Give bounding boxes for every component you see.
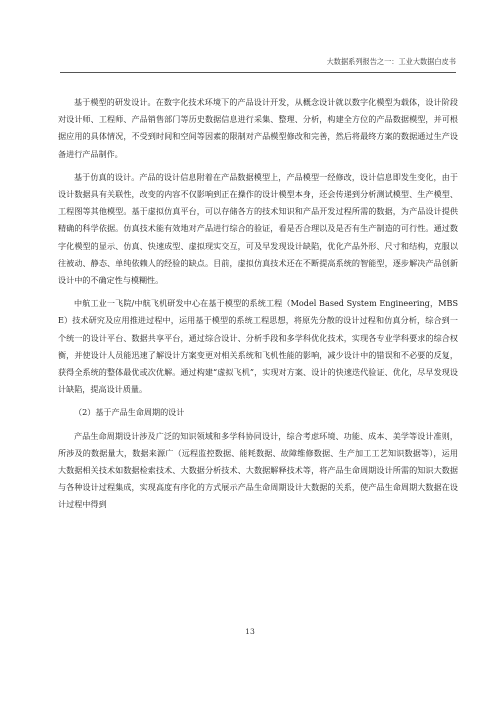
header-divider <box>60 72 456 73</box>
page-number: 13 <box>245 627 255 636</box>
paragraph-simulation-based-design: 基于仿真的设计。产品的设计信息附着在产品数据模型上，产品模型一经修改，设计信息即发生变化，由于设计数据具有关联性，改变的内容不仅影响到正在操作的设计模型本身，还会传递到分析测试模型、生产模型、工程图等其他模型。基于虚拟仿真平台，可以存储各方的技术知识和产品开发过程所需的数据，为产品设计提供精确的科学依据。仿真技术能有效地对产品进行综合的验证，看是否合理以及是否有生产制造的可行性。通过数字化模型的显示、仿真、快速成型、虚拟现实交互，可及早发现设计缺陷，优化产品外形、尺寸和结构，克服以往被动、静态、单纯依赖人的经验的缺点。目前，虚拟仿真技术还在不断提高系统的智能型，逐步解决产品创新设计中的不确定性与模糊性。 <box>58 171 458 286</box>
paragraph-mbse-case: 中航工业一飞院/中航飞机研发中心在基于模型的系统工程（Model Based System Engineering，MBSE）技术研究及应用推进过程中，运用基于模型的系统工程思想，将原先分散的设计过程和仿真分析，综合到一个统一的设计平台、数据共享平台，通过综合设计、分析手段和多学科优化技术，实现各专业学科要求的综合权衡，并使设计人员能迅速了解设计方案变更对相关系统和飞机性能的影响，减少设计中的错误和不必要的反复，获得全系统的整体最优或次优解。通过构建“虚拟飞机”，实现对方案、设计的快速迭代验证、优化，尽早发现设计缺陷，提高设计质量。 <box>58 298 458 395</box>
section-heading: （2）基于产品生命周期的设计 <box>74 407 185 418</box>
page-body <box>58 94 458 520</box>
running-header: 大数据系列报告之一：工业大数据白皮书 <box>326 57 456 66</box>
paragraph-lifecycle-design: 产品生命周期设计涉及广泛的知识领域和多学科协同设计，综合考虑环境、功能、成本、美学等设计准则，所涉及的数据量大，数据来源广（远程监控数据、能耗数据、故障维修数据、生产加工工艺知识数据等），运用大数据相关技术如数据检索技术、大数据分析技术、大数据解释技术等，将产品生命周期设计所需的知识大数据与各种设计过程集成，实现高度有序化的方式展示产品生命周期设计大数据的关系，使产品生命周期大数据在设计过程中得到 <box>58 430 458 510</box>
paragraph-model-based-design: 基于模型的研发设计。在数字化技术环境下的产品设计开发，从概念设计就以数字化模型为载体，设计阶段对设计师、工程师、产品销售部门等历史数据信息进行采集、整理、分析，构建全方位的产品数据模型，并可根据应用的具体情况，不受到时间和空间等因素的限制对产品模型修改和完善，然后将最终方案的数据通过生产设备进行产品制作。 <box>58 97 458 159</box>
